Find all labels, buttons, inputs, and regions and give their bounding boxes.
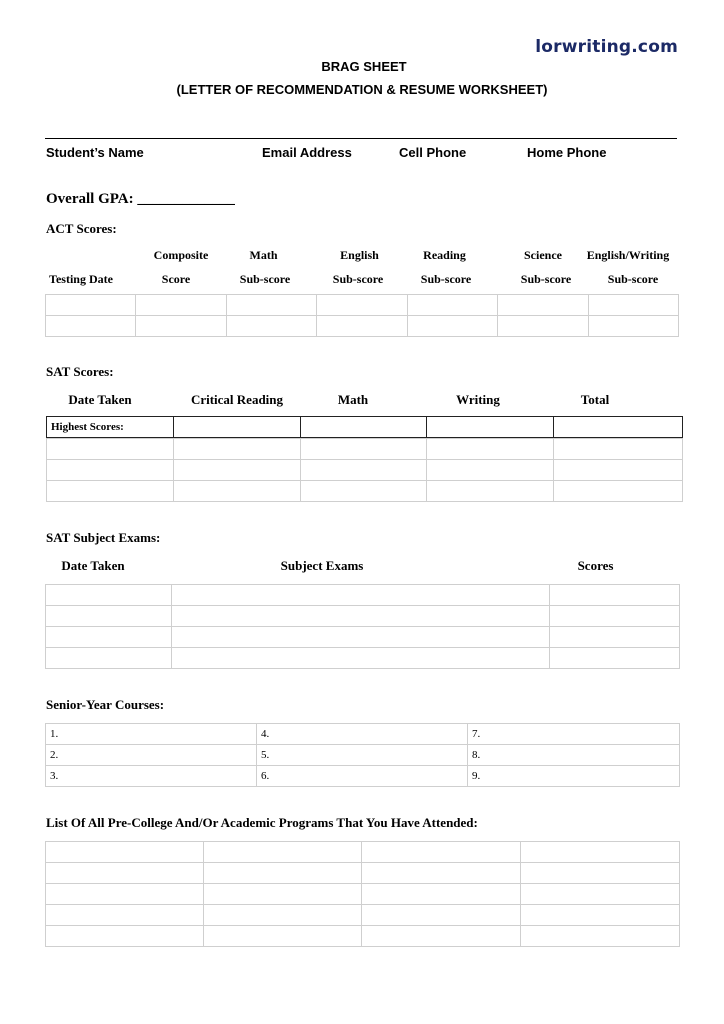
table-cell[interactable] (204, 842, 362, 863)
gpa-label: Overall GPA: _____________ (46, 191, 235, 207)
table-cell[interactable] (317, 295, 407, 316)
home-phone-label: Home Phone (527, 145, 607, 160)
table-cell[interactable] (46, 926, 204, 947)
brand-watermark: lorwriting.com (535, 37, 678, 57)
table-cell[interactable] (301, 481, 427, 502)
course-cell[interactable]: 8. (468, 745, 680, 766)
sat-col-total: Total (580, 392, 610, 407)
table-cell[interactable] (362, 842, 521, 863)
sat-col-math: Math (337, 392, 369, 407)
table-cell[interactable] (498, 316, 588, 337)
table-cell[interactable] (172, 627, 550, 648)
table-cell[interactable] (174, 460, 301, 481)
sat-subject-table (45, 584, 680, 669)
act-col-subscore: Sub-score (607, 272, 659, 286)
table-cell[interactable] (46, 884, 204, 905)
page-subtitle: (LETTER OF RECOMMENDATION & RESUME WORKSHEET) (176, 82, 548, 97)
table-cell[interactable] (362, 926, 521, 947)
table-cell[interactable] (136, 295, 226, 316)
student-name-label: Student’s Name (46, 145, 144, 160)
highest-scores-label: Highest Scores: (47, 417, 174, 438)
table-cell[interactable] (588, 316, 678, 337)
table-cell[interactable] (407, 316, 497, 337)
table-cell[interactable] (301, 417, 427, 438)
table-cell[interactable] (46, 606, 172, 627)
table-cell[interactable] (204, 905, 362, 926)
act-col-composite: Composite (153, 248, 209, 262)
table-cell[interactable] (174, 417, 301, 438)
table-cell[interactable] (46, 905, 204, 926)
course-cell[interactable]: 5. (257, 745, 468, 766)
sat-highest-scores-row (46, 416, 683, 438)
table-cell[interactable] (174, 439, 301, 460)
table-cell[interactable] (46, 842, 204, 863)
sat-col-critical-reading: Critical Reading (190, 392, 284, 407)
course-cell[interactable]: 6. (257, 766, 468, 787)
sat-subject-section-title: SAT Subject Exams: (46, 530, 161, 545)
table-cell[interactable] (47, 439, 174, 460)
table-cell[interactable] (362, 863, 521, 884)
act-scores-table (45, 294, 679, 337)
table-cell[interactable] (204, 863, 362, 884)
email-label: Email Address (262, 145, 352, 160)
act-col-reading: Reading (423, 248, 466, 262)
table-cell[interactable] (46, 627, 172, 648)
sat-col-date-taken: Date Taken (68, 392, 132, 407)
table-cell[interactable] (172, 585, 550, 606)
programs-table (45, 841, 680, 947)
table-cell[interactable] (550, 606, 680, 627)
table-cell[interactable] (301, 460, 427, 481)
sat-section-title: SAT Scores: (46, 364, 114, 379)
table-cell[interactable] (136, 316, 226, 337)
subject-col-subject-exams: Subject Exams (280, 558, 364, 573)
table-cell[interactable] (550, 627, 680, 648)
table-cell[interactable] (521, 842, 680, 863)
table-cell[interactable] (46, 295, 136, 316)
table-cell[interactable] (427, 417, 554, 438)
cell-phone-label: Cell Phone (399, 145, 467, 160)
subject-col-scores: Scores (577, 558, 614, 573)
act-col-subscore: Sub-score (332, 272, 384, 286)
table-cell[interactable] (47, 481, 174, 502)
table-cell[interactable] (204, 926, 362, 947)
act-col-subscore: Sub-score (239, 272, 291, 286)
course-cell[interactable]: 9. (468, 766, 680, 787)
subject-col-date-taken: Date Taken (61, 558, 125, 573)
table-cell[interactable] (498, 295, 588, 316)
sat-scores-table (46, 438, 683, 502)
table-cell[interactable] (407, 295, 497, 316)
table-cell[interactable] (427, 460, 554, 481)
name-line (45, 138, 677, 139)
table-cell[interactable] (550, 648, 680, 669)
table-cell[interactable] (226, 295, 316, 316)
table-cell[interactable] (174, 481, 301, 502)
page-title: BRAG SHEET (321, 59, 407, 74)
table-cell[interactable] (47, 460, 174, 481)
table-cell[interactable] (172, 606, 550, 627)
course-cell[interactable]: 7. (468, 724, 680, 745)
table-cell[interactable] (362, 884, 521, 905)
table-cell[interactable] (427, 439, 554, 460)
course-cell[interactable]: 1. (46, 724, 257, 745)
table-cell[interactable] (46, 316, 136, 337)
act-col-science: Science (524, 248, 562, 262)
act-col-english-writing: English/Writing (586, 248, 670, 262)
table-cell[interactable] (588, 295, 678, 316)
table-cell[interactable] (521, 926, 680, 947)
act-col-score: Score (161, 272, 191, 286)
table-cell[interactable] (554, 439, 683, 460)
course-cell[interactable]: 2. (46, 745, 257, 766)
act-col-subscore: Sub-score (520, 272, 572, 286)
table-cell[interactable] (204, 884, 362, 905)
table-cell[interactable] (301, 439, 427, 460)
table-cell[interactable] (46, 863, 204, 884)
table-cell[interactable] (427, 481, 554, 502)
table-cell[interactable] (521, 905, 680, 926)
table-cell[interactable] (46, 648, 172, 669)
sat-col-writing: Writing (456, 392, 500, 407)
table-cell[interactable] (554, 417, 683, 438)
course-cell[interactable]: 4. (257, 724, 468, 745)
act-col-math: Math (249, 248, 278, 262)
table-cell[interactable] (317, 316, 407, 337)
table-cell[interactable] (521, 884, 680, 905)
programs-section-title: List Of All Pre-College And/Or Academic Programs That You Have Attended: (46, 815, 478, 830)
table-cell[interactable] (554, 481, 683, 502)
table-cell[interactable] (226, 316, 316, 337)
act-col-testing-date: Testing Date (49, 272, 113, 286)
act-col-english: English (340, 248, 379, 262)
senior-courses-table (45, 723, 680, 787)
table-cell[interactable] (550, 585, 680, 606)
table-cell[interactable] (362, 905, 521, 926)
table-cell[interactable] (46, 585, 172, 606)
table-cell[interactable] (554, 460, 683, 481)
act-col-subscore: Sub-score (420, 272, 472, 286)
table-cell[interactable] (521, 863, 680, 884)
table-cell[interactable] (172, 648, 550, 669)
senior-courses-section-title: Senior-Year Courses: (46, 697, 165, 712)
act-section-title: ACT Scores: (46, 221, 117, 236)
course-cell[interactable]: 3. (46, 766, 257, 787)
